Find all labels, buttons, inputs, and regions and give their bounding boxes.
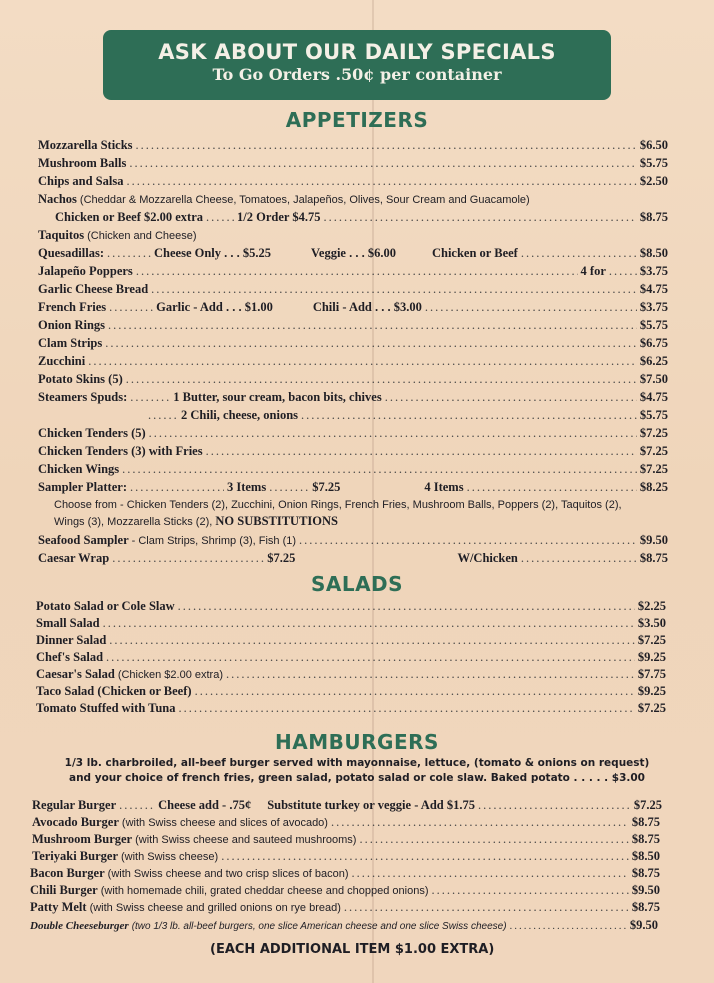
menu-item: Sampler Platter: ..... 3 Items ..... $7.25 4 Items ..... $8.25 xyxy=(38,479,668,496)
menu-item: Dinner Salad ..... $7.25 xyxy=(36,632,666,649)
menu-item: Chili Burger (with homemade chili, grated cheddar cheese and chopped onions) ..... $9.50 xyxy=(30,882,660,899)
menu-item: Nachos (Cheddar & Mozzarella Cheese, Tomatoes, Jalapeños, Olives, Sour Cream and Guacamole) xyxy=(38,192,530,206)
menu-item: Steamers Spuds: ..... 1 Butter, sour cream, bacon bits, chives ..... $4.75 xyxy=(38,389,668,406)
sampler-options: Choose from - Chicken Tenders (2), Zucchini, Onion Rings, French Fries, Mushroom Balls, Poppers (2), Taquitos (2), xyxy=(54,499,622,511)
menu-item: ..... 2 Chili, cheese, onions ..... $5.75 xyxy=(145,407,668,424)
menu-item: Quesadillas: ..... Cheese Only . . . $5.25 Veggie . . . $6.00 Chicken or Beef ..... $8.50 xyxy=(38,245,668,262)
additional-item-note: (EACH ADDITIONAL ITEM $1.00 EXTRA) xyxy=(210,942,495,957)
menu-item: Tomato Stuffed with Tuna ..... $7.25 xyxy=(36,700,666,717)
menu-item: Chef's Salad ..... $9.25 xyxy=(36,649,666,666)
banner-title: ASK ABOUT OUR DAILY SPECIALS xyxy=(158,40,556,64)
menu-item: Onion Rings ..... $5.75 xyxy=(38,317,668,334)
sampler-options-cont: Wings (3), Mozzarella Sticks (2), NO SUBSTITUTIONS xyxy=(54,514,338,528)
menu-item: Patty Melt (with Swiss cheese and grilled onions on rye bread) ..... $8.75 xyxy=(30,899,660,916)
appetizers-heading: APPETIZERS xyxy=(285,108,429,132)
menu-item: Caesar Wrap ..... $7.25 W/Chicken ..... $8.75 xyxy=(38,550,668,567)
menu-item: Jalapeño Poppers ..... 4 for ..... $3.75 xyxy=(38,263,668,280)
menu-item: Chicken Tenders (5) ..... $7.25 xyxy=(38,425,668,442)
menu-item: Mushroom Balls ..... $5.75 xyxy=(38,155,668,172)
menu-item: Clam Strips ..... $6.75 xyxy=(38,335,668,352)
menu-item: Seafood Sampler - Clam Strips, Shrimp (3), Fish (1) ..... $9.50 xyxy=(38,532,668,549)
menu-item: Chicken or Beef $2.00 extra ..... 1/2 Order $4.75 ..... $8.75 xyxy=(55,209,668,226)
burger-sides: and your choice of french fries, green salad, potato salad or cole slaw. Baked potato . . . . . $3.00 xyxy=(69,772,645,784)
menu-item: Zucchini ..... $6.25 xyxy=(38,353,668,370)
hamburgers-heading: HAMBURGERS xyxy=(275,730,439,754)
menu-item: Chicken Wings ..... $7.25 xyxy=(38,461,668,478)
menu-item: Taco Salad (Chicken or Beef) ..... $9.25 xyxy=(36,683,666,700)
menu-item: Mozzarella Sticks ..... $6.50 xyxy=(38,137,668,154)
burger-description: 1/3 lb. charbroiled, all-beef burger served with mayonnaise, lettuce, (tomato & onions on request) xyxy=(64,757,650,769)
menu-item: Potato Skins (5) ..... $7.50 xyxy=(38,371,668,388)
banner-subtitle: To Go Orders .50¢ per container xyxy=(212,65,502,84)
menu-item: Caesar's Salad (Chicken $2.00 extra) ..... $7.75 xyxy=(36,666,666,683)
specials-banner xyxy=(103,30,611,100)
menu-item: Teriyaki Burger (with Swiss cheese) ..... $8.50 xyxy=(32,848,660,865)
menu-item: Potato Salad or Cole Slaw ..... $2.25 xyxy=(36,598,666,615)
menu-item: Mushroom Burger (with Swiss cheese and sauteed mushrooms) ..... $8.75 xyxy=(32,831,660,848)
menu-item: Garlic Cheese Bread ..... $4.75 xyxy=(38,281,668,298)
menu-item: Small Salad ..... $3.50 xyxy=(36,615,666,632)
salads-heading: SALADS xyxy=(310,572,404,596)
menu-item: Regular Burger ..... Cheese add - .75¢ Substitute turkey or veggie - Add $1.75 ..... $7.25 xyxy=(32,797,662,814)
menu-item: French Fries ..... Garlic - Add . . . $1.00 Chili - Add . . . $3.00 ..... $3.75 xyxy=(38,299,668,316)
menu-item: Avocado Burger (with Swiss cheese and slices of avocado) ..... $8.75 xyxy=(32,814,660,831)
menu-item: Chicken Tenders (3) with Fries ..... $7.25 xyxy=(38,443,668,460)
menu-item: Taquitos (Chicken and Cheese) xyxy=(38,228,197,242)
menu-item: Double Cheeseburger (two 1/3 lb. all-beef burgers, one slice American cheese and one slice Swiss cheese) ..... $9.50 xyxy=(30,917,658,934)
no-substitutions: NO SUBSTITUTIONS xyxy=(215,514,338,528)
menu-item: Chips and Salsa ..... $2.50 xyxy=(38,173,668,190)
menu-item: Bacon Burger (with Swiss cheese and two crisp slices of bacon) ..... $8.75 xyxy=(30,865,660,882)
